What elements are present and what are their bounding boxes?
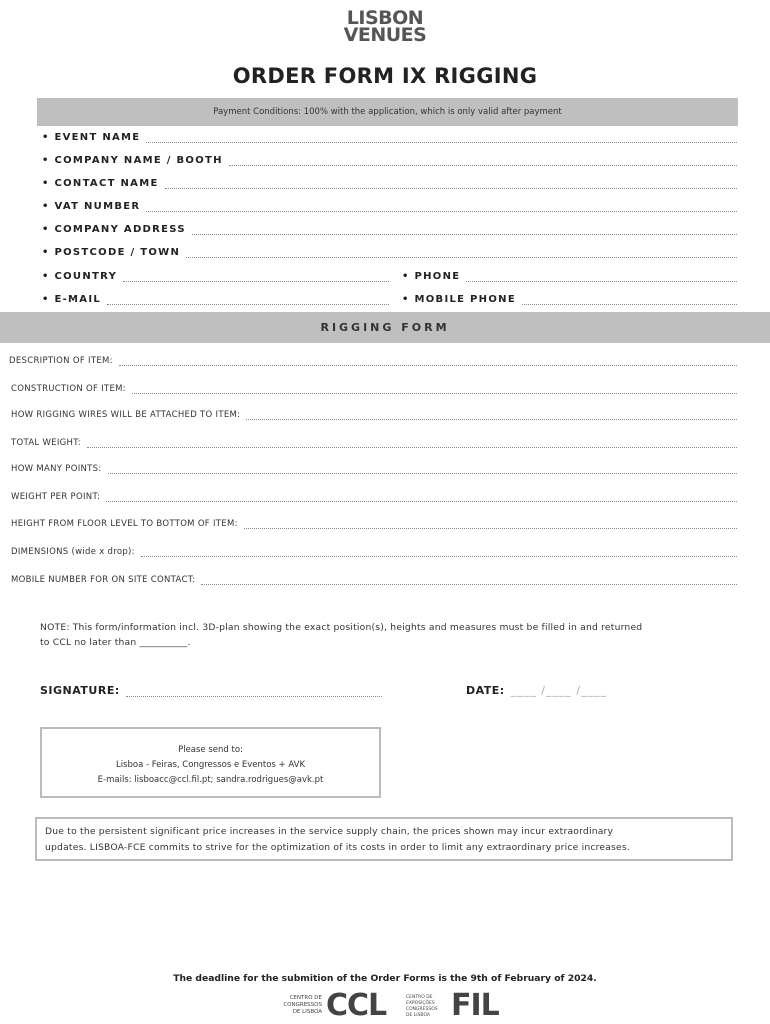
date-label: DATE: — [466, 684, 505, 697]
fil-caption-line1: CENTRO DE — [406, 995, 433, 1000]
points-label: HOW MANY POINTS: — [11, 464, 102, 474]
total-weight-label: TOTAL WEIGHT: — [11, 438, 81, 448]
contact-name-field[interactable] — [42, 178, 737, 189]
signature-line[interactable] — [126, 688, 382, 697]
country-label: • COUNTRY — [42, 271, 118, 282]
construction-label: CONSTRUCTION OF ITEM: — [11, 384, 126, 394]
ccl-logo-caption — [272, 995, 322, 1016]
email-label: • E-MAIL — [42, 294, 102, 305]
logo-line2: VENUES — [343, 24, 427, 46]
mobile-onsite-label: MOBILE NUMBER FOR ON SITE CONTACT: — [11, 575, 196, 585]
send-to-line1: Please send to: — [178, 745, 243, 755]
ccl-caption-line3: DE LISBOA — [292, 1009, 322, 1015]
vat-number-line[interactable] — [146, 203, 737, 212]
contact-name-label: • CONTACT NAME — [42, 178, 159, 189]
payment-conditions-bar: Payment Conditions: 100% with the application, which is only valid after payment — [37, 98, 738, 126]
country-field[interactable] — [42, 271, 389, 282]
note-line1: NOTE: This form/information incl. 3D-plan showing the exact position(s), heights and measures must be filled in and returned — [40, 622, 643, 633]
height-line[interactable] — [244, 520, 737, 529]
mobile-phone-label: • MOBILE PHONE — [402, 294, 516, 305]
page-title: ORDER FORM IX RIGGING — [232, 64, 538, 88]
date-field[interactable] — [466, 684, 736, 697]
signature-field[interactable] — [40, 684, 382, 697]
total-weight-field[interactable] — [11, 438, 737, 448]
fil-logo-caption — [406, 995, 448, 1019]
wires-line[interactable] — [246, 411, 737, 420]
weight-per-point-label: WEIGHT PER POINT: — [11, 492, 101, 502]
company-address-label: • COMPANY ADDRESS — [42, 224, 186, 235]
email-field[interactable] — [42, 294, 389, 305]
dimensions-field[interactable] — [11, 547, 737, 557]
phone-field[interactable] — [402, 271, 737, 282]
company-name-line[interactable] — [229, 157, 737, 166]
vat-number-field[interactable] — [42, 201, 737, 212]
fil-logo: FIL — [451, 988, 499, 1023]
mobile-phone-field[interactable] — [402, 294, 737, 305]
contact-name-line[interactable] — [165, 180, 737, 189]
wires-field[interactable] — [11, 410, 737, 420]
event-name-field[interactable] — [42, 132, 737, 143]
company-address-line[interactable] — [192, 226, 737, 235]
points-line[interactable] — [108, 465, 737, 474]
fil-caption-line4: DE LISBOA — [406, 1013, 430, 1018]
send-to-line2: Lisboa - Feiras, Congressos e Eventos + AVK — [115, 760, 306, 770]
dimensions-label: DIMENSIONS (wide x drop): — [11, 547, 135, 557]
phone-line[interactable] — [466, 273, 737, 282]
signature-label: SIGNATURE: — [40, 684, 120, 697]
description-field[interactable] — [9, 356, 737, 366]
company-name-field[interactable] — [42, 155, 737, 166]
description-label: DESCRIPTION OF ITEM: — [9, 356, 113, 366]
logo-line1: LISBON — [346, 7, 424, 29]
send-to-box — [40, 727, 381, 798]
date-input[interactable]: ____ /____ /____ — [510, 684, 608, 697]
dimensions-line[interactable] — [141, 548, 737, 557]
company-address-field[interactable] — [42, 224, 737, 235]
height-field[interactable] — [11, 519, 737, 529]
points-field[interactable] — [11, 464, 737, 474]
ccl-logo: CCL — [326, 988, 387, 1023]
postcode-town-field[interactable] — [42, 247, 737, 258]
mobile-onsite-line[interactable] — [201, 576, 737, 585]
mobile-phone-line[interactable] — [522, 296, 737, 305]
send-to-emails: E-mails: lisboacc@ccl.fil.pt; sandra.rodrigues@avk.pt — [97, 775, 324, 785]
deadline-text: The deadline for the submition of the Order Forms is the 9th of February of 2024. — [173, 973, 597, 984]
postcode-town-line[interactable] — [186, 249, 737, 258]
note-line2: to CCL no later than __________. — [40, 637, 191, 648]
country-line[interactable] — [123, 273, 389, 282]
construction-line[interactable] — [132, 385, 737, 394]
lisbon-venues-logo — [0, 7, 770, 46]
price-notice-box — [35, 817, 733, 861]
fil-caption-line3: CONGRESSOS — [406, 1007, 438, 1012]
email-line[interactable] — [107, 296, 389, 305]
ccl-caption-line2: CONGRESSOS — [283, 1002, 322, 1008]
price-notice-line2: updates. LISBOA-FCE commits to strive for the optimization of its costs in order to limit any extraordinary price increases. — [45, 842, 631, 853]
height-label: HEIGHT FROM FLOOR LEVEL TO BOTTOM OF ITEM: — [11, 519, 238, 529]
price-notice-line1: Due to the persistent significant price increases in the service supply chain, the prices shown may incur extraordinary — [45, 826, 614, 837]
phone-label: • PHONE — [402, 271, 461, 282]
mobile-onsite-field[interactable] — [11, 575, 737, 585]
weight-per-point-field[interactable] — [11, 492, 737, 502]
total-weight-line[interactable] — [87, 439, 737, 448]
wires-label: HOW RIGGING WIRES WILL BE ATTACHED TO ITEM: — [11, 410, 241, 420]
event-name-line[interactable] — [146, 134, 737, 143]
ccl-caption-line1: CENTRO DE — [289, 995, 322, 1001]
company-name-label: • COMPANY NAME / BOOTH — [42, 155, 223, 166]
fil-caption-line2: EXPOSIÇÕES — [406, 1001, 435, 1006]
event-name-label: • EVENT NAME — [42, 132, 141, 143]
note-text — [40, 620, 730, 650]
construction-field[interactable] — [11, 384, 737, 394]
weight-per-point-line[interactable] — [106, 493, 737, 502]
vat-number-label: • VAT NUMBER — [42, 201, 141, 212]
description-line[interactable] — [119, 357, 737, 366]
rigging-form-header: RIGGING FORM — [0, 312, 770, 343]
postcode-town-label: • POSTCODE / TOWN — [42, 247, 181, 258]
